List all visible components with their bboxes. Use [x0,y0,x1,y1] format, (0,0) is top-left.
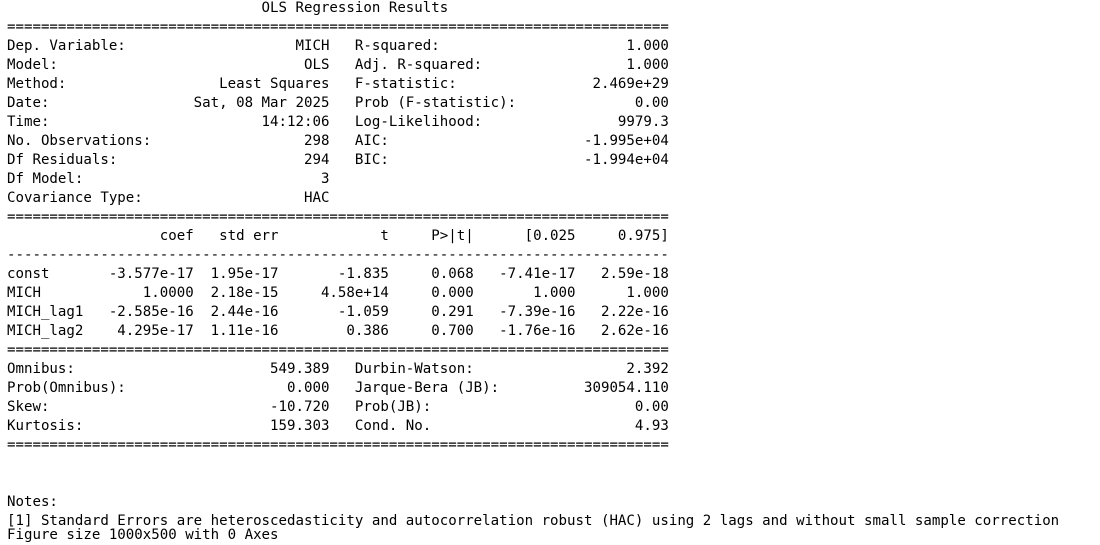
coef-table-row: MICH_lag1 -2.585e-16 2.44e-16 -1.059 0.291 -7.39e-16 2.22e-16 [7,304,669,320]
coef-table-row: MICH 1.0000 2.18e-15 4.58e+14 0.000 1.000 1.000 [7,285,669,301]
separator-single: ------------------------------------------------------------------------------ [7,247,669,263]
separator-double: ============================================================================== [7,209,669,225]
model-info-row: Model: OLS Adj. R-squared: 1.000 [7,57,669,73]
separator-double: ============================================================================== [7,437,669,453]
coef-table-row: MICH_lag2 4.295e-17 1.11e-16 0.386 0.700 -1.76e-16 2.62e-16 [7,323,669,339]
model-info-row: Df Model: 3 [7,171,330,187]
model-info-row: Df Residuals: 294 BIC: -1.994e+04 [7,152,669,168]
model-info-row: Date: Sat, 08 Mar 2025 Prob (F-statistic): 0.00 [7,95,669,111]
model-info-row: Method: Least Squares F-statistic: 2.469e+29 [7,76,669,92]
diagnostics-row: Prob(Omnibus): 0.000 Jarque-Bera (JB): 309054.110 [7,380,669,396]
model-info-row: Covariance Type: HAC [7,190,330,206]
table-title: OLS Regression Results [7,0,449,16]
coef-table-row: const -3.577e-17 1.95e-17 -1.835 0.068 -7.41e-17 2.59e-18 [7,266,669,282]
diagnostics-row: Kurtosis: 159.303 Cond. No. 4.93 [7,418,669,434]
cutoff-output-text: Figure size 1000x500 with 0 Axes [7,527,279,543]
note-text: [1] Standard Errors are heteroscedasticity and autocorrelation robust (HAC) using 2 lags and without small sample correction [7,513,1060,529]
model-info-row: Dep. Variable: MICH R-squared: 1.000 [7,38,669,54]
diagnostics-row: Skew: -10.720 Prob(JB): 0.00 [7,399,669,415]
separator-double: ============================================================================== [7,342,669,358]
model-info-row: No. Observations: 298 AIC: -1.995e+04 [7,133,669,149]
coef-table-header: coef std err t P>|t| [0.025 0.975] [7,228,669,244]
separator-double: ============================================================================== [7,19,669,35]
diagnostics-row: Omnibus: 549.389 Durbin-Watson: 2.392 [7,361,669,377]
model-info-row: Time: 14:12:06 Log-Likelihood: 9979.3 [7,114,669,130]
notes-heading: Notes: [7,494,58,510]
